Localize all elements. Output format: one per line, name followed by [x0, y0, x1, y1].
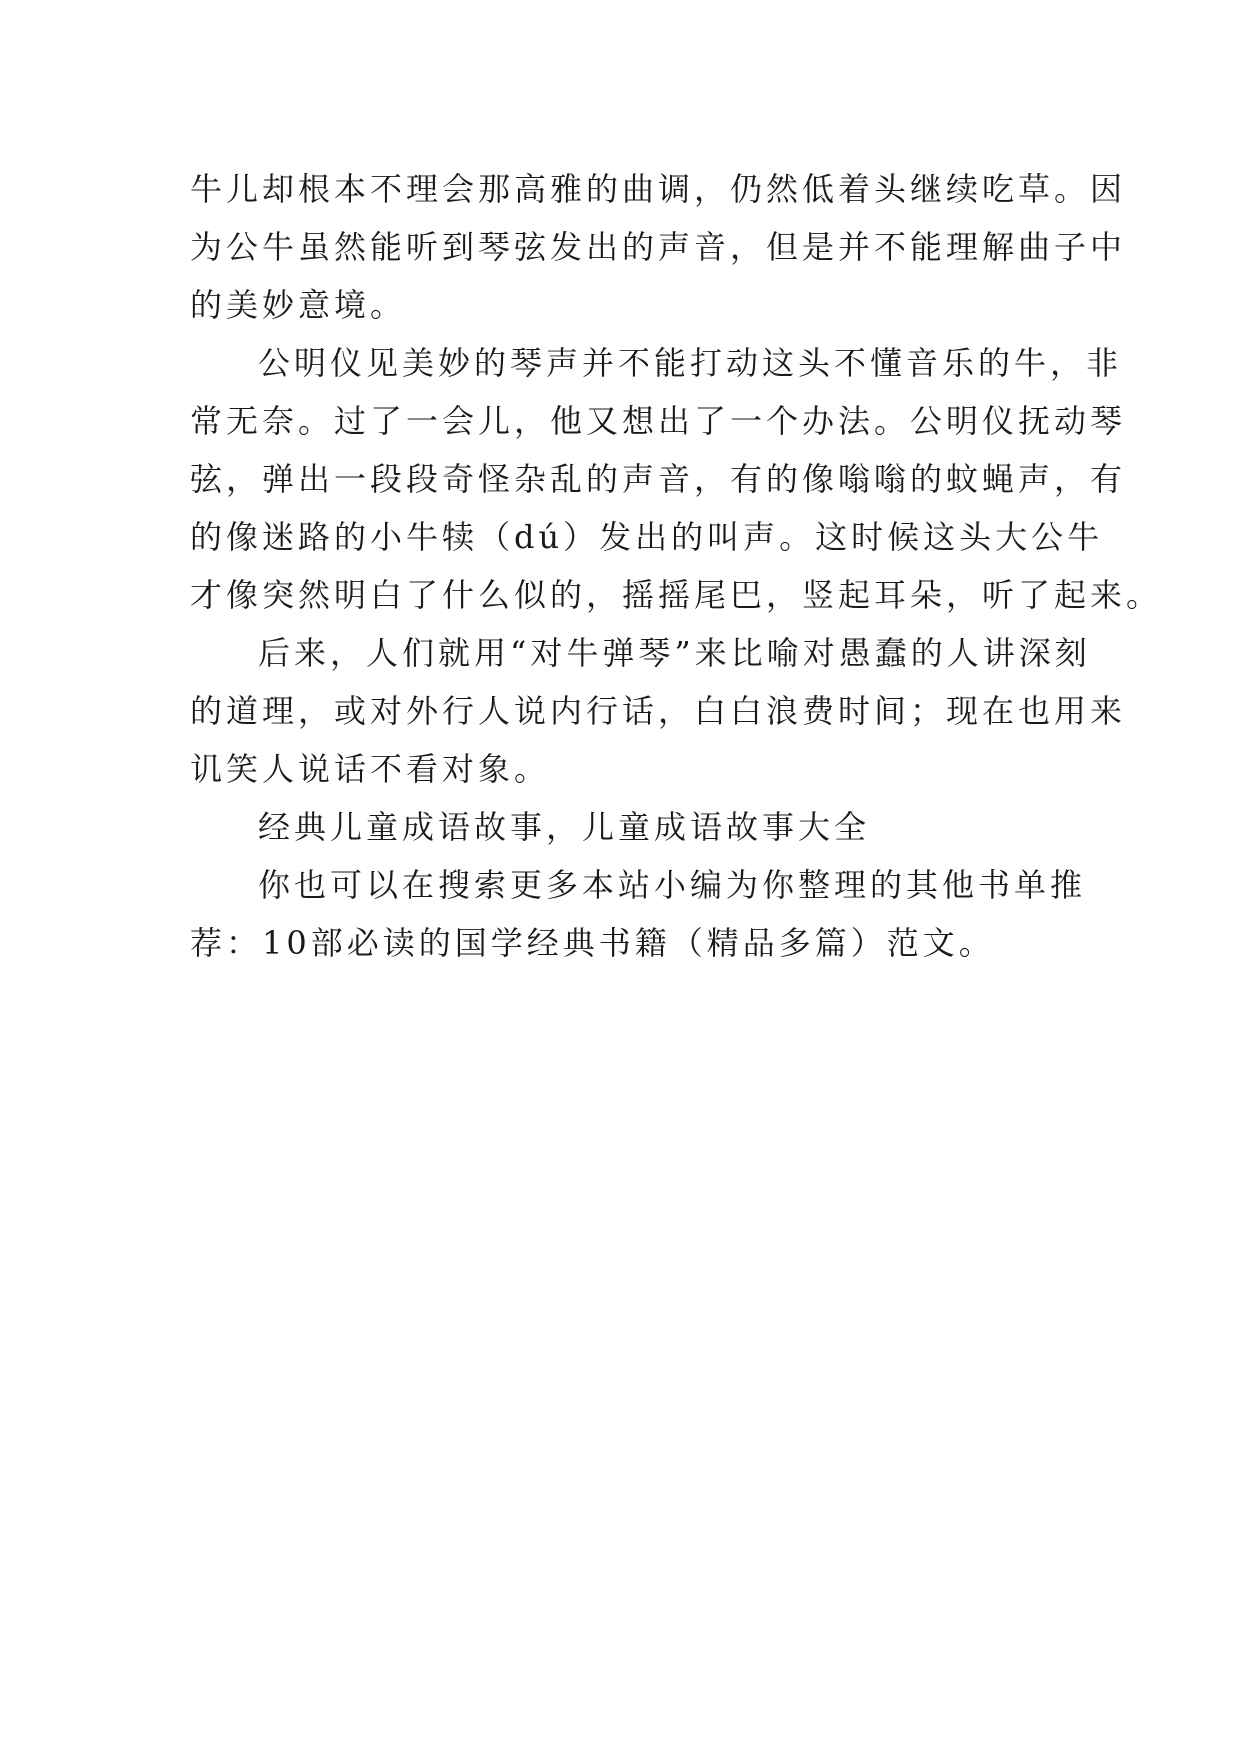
text-line: 的美妙意境。	[190, 286, 407, 324]
text-line: 常无奈。过了一会儿，他又想出了一个办法。公明仪抚动琴	[190, 402, 1127, 440]
text-line: 为公牛虽然能听到琴弦发出的声音，但是并不能理解曲子中	[190, 228, 1127, 266]
text-line: 的像迷路的小牛犊（dú）发出的叫声。这时候这头大公牛	[190, 518, 1104, 556]
text-line: 荐：10部必读的国学经典书籍（精品多篇）范文。	[190, 924, 995, 962]
text-line: 才像突然明白了什么似的，摇摇尾巴，竖起耳朵，听了起来。	[190, 576, 1163, 614]
text-line: 牛儿却根本不理会那高雅的曲调，仍然低着头继续吃草。因	[190, 170, 1127, 208]
text-line: 公明仪见美妙的琴声并不能打动这头不懂音乐的牛，非	[258, 344, 1123, 382]
document-body	[190, 160, 1163, 972]
text-line: 弦，弹出一段段奇怪杂乱的声音，有的像嗡嗡的蚊蝇声，有	[190, 460, 1127, 498]
text-line: 的道理，或对外行人说内行话，白白浪费时间；现在也用来	[190, 692, 1127, 730]
text-line: 讥笑人说话不看对象。	[190, 750, 551, 788]
text-line: 你也可以在搜索更多本站小编为你整理的其他书单推	[258, 866, 1087, 904]
text-line: 后来，人们就用“对牛弹琴”来比喻对愚蠢的人讲深刻	[258, 634, 1091, 672]
text-line: 经典儿童成语故事，儿童成语故事大全	[258, 808, 871, 846]
